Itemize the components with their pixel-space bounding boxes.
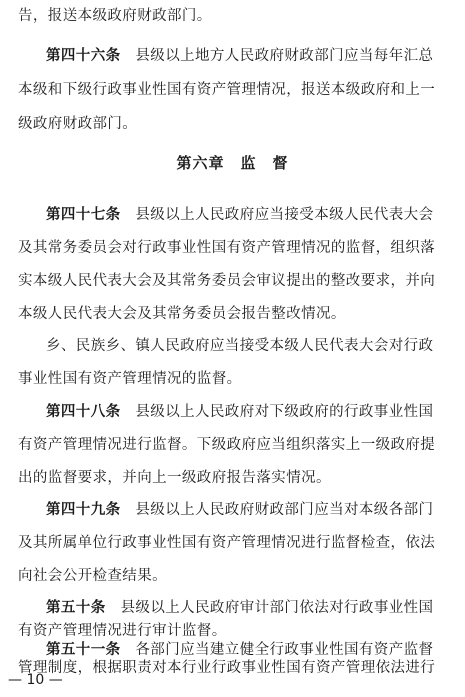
article-51-line: 第五十一条 各部门应当建立健全行政事业性国有资产监督 — [46, 641, 434, 658]
article-48-line: 第四十八条 县级以上人民政府对下级政府的行政事业性国 — [46, 403, 434, 420]
text-line: 及其所属单位行政事业性国有资产管理情况进行监督检查，依法 — [18, 535, 436, 551]
text-line: 本级和下级行政事业性国有资产管理情况，报送本级政府和上一 — [18, 82, 436, 98]
text-line: 管理制度，根据职责对本行业行政事业性国有资产管理依法进行 — [18, 660, 436, 676]
article-heading: 第四十七条 — [46, 206, 121, 223]
article-50-line: 第五十条 县级以上人民政府审计部门依法对行政事业性国 — [46, 599, 434, 616]
text-line: 本级人民代表大会及其常务委员会报告整改情况。 — [18, 306, 346, 322]
text-line: 向社会公开检查结果。 — [18, 568, 167, 584]
article-heading: 第四十六条 — [46, 47, 121, 64]
article-heading: 第五十一条 — [46, 641, 121, 658]
text-line: 告，报送本级政府财政部门。 — [18, 8, 212, 24]
text-line: 有资产管理情况进行监督。下级政府应当组织落实上一级政府提 — [18, 437, 436, 453]
text-line: 级政府财政部门。 — [18, 116, 138, 132]
article-heading: 第四十九条 — [46, 501, 121, 518]
text-line: 乡、民族乡、镇人民政府应当接受本级人民代表大会对行政 — [46, 338, 434, 354]
text-line: 事业性国有资产管理情况的监督。 — [18, 371, 242, 387]
article-47-line: 第四十七条 县级以上人民政府应当接受本级人民代表大会 — [46, 206, 434, 223]
article-46-line: 第四十六条 县级以上地方人民政府财政部门应当每年汇总 — [46, 47, 434, 64]
text-line: 实本级人民代表大会及其常务委员会审议提出的整改要求，并向 — [18, 273, 436, 289]
text-line: 有资产管理情况进行审计监督。 — [18, 623, 227, 639]
article-49-line: 第四十九条 县级以上人民政府财政部门应当对本级各部门 — [46, 501, 434, 518]
page-number: — 10 — — [8, 672, 63, 688]
text-line: 出的监督要求，并向上一级政府报告落实情况。 — [18, 470, 331, 486]
text-line: 及其常务委员会对行政事业性国有资产管理情况的监督，组织落 — [18, 240, 436, 256]
article-heading: 第四十八条 — [46, 403, 121, 420]
article-heading: 第五十条 — [46, 599, 106, 616]
chapter-heading: 第六章 监 督 — [176, 154, 289, 172]
